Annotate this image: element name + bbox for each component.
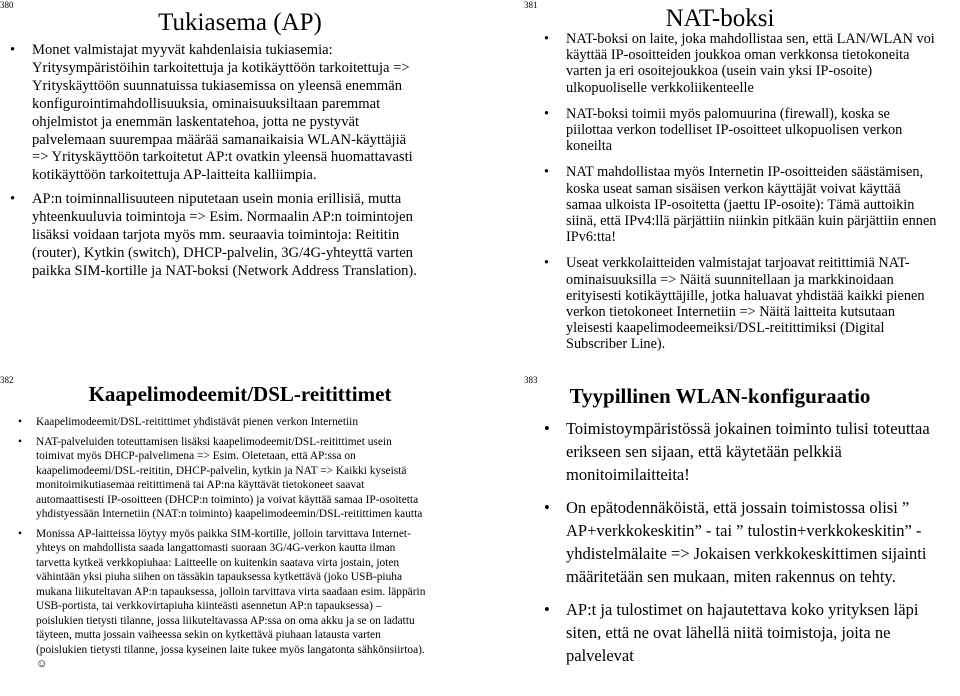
slide-382 xyxy=(0,352,480,696)
bullet-item: • Monet valmistajat myyvät kahdenlaisia tukiasemia: Yritysympäristöihin tarkoitettuja ja kotikäyttöön tarkoitettuja => Yrityskäyttöön suunnatuissa tukiasemissa on yleensä enemmän konfigurointimahdollisuuksia, ominaisuuksiltaan paremmat ohjelmistot ja enemmän laskentatehoa, jotta ne pystyvät palvelemaan suurempaa määrää samanaikaisia WLAN-käyttäjiä => Yrityskäyttöön tarkoitetut AP:t ovatkin yleensä huomattavasti kotikäyttöön tarkoitettuja AP-laitteita kalliimpia. xyxy=(32,42,420,185)
bullet-item: • NAT-palveluiden toteuttamisen lisäksi kaapelimodeemit/DSL-reitittimet usein toimivat myös DHCP-palvelimena => Esim. Oletetaan, että AP:ssa on kaapelimodeemi/DSL-reititin, DHCP-palvelin, kytkin ja NAT => Kaikki kyseistä monitoimikutiasemaa reitittimenä tai AP:na käyttävät tietokoneet saavat automaattisesti IP-osoitteen (DHCP:n toiminto) ja voivat käyttää samaa IP-osoitetta yhdistyessään Internetiin (NAT:n toiminto) kaapelimodeemin/DSL-reitittimen kautta xyxy=(36,435,426,522)
page-number: 381 xyxy=(524,0,538,10)
slide-381 xyxy=(480,0,960,353)
bullet-item: • AP:t ja tulostimet on hajautettava koko yrityksen läpi siten, että ne ovat lähellä niitä toimistoja, joita ne palvelevat xyxy=(566,598,938,667)
bullet-list xyxy=(32,42,420,287)
slide-title: Tukiasema (AP) xyxy=(158,9,322,36)
bullet-item: • NAT-boksi on laite, joka mahdollistaa sen, että LAN/WLAN voi käyttää IP-osoitteiden joukkoa oman verkkonsa tietokoneita varten ja eri osoitejoukkoa (usein vain yksi IP-osoite) ulkopuoliselle verkkoliikenteelle xyxy=(566,31,938,96)
bullet-item: • NAT-boksi toimii myös palomuurina (firewall), koska se piilottaa verkon todelliset IP-osoitteet ulkopuolisen verkon koneilta xyxy=(566,106,938,155)
page-number: 380 xyxy=(0,0,14,10)
slide-383 xyxy=(480,352,960,696)
slide-380 xyxy=(0,0,480,350)
slide-title: NAT-boksi xyxy=(665,5,775,32)
bullet-list xyxy=(566,31,938,363)
bullet-item: • Kaapelimodeemit/DSL-reitittimet yhdistävät pienen verkon Internetiin xyxy=(36,415,426,430)
bullet-item: • Toimistoympäristössä jokainen toiminto tulisi toteuttaa erikseen sen sijaan, että käytetään pelkkiä monitoimilaitteita! xyxy=(566,417,938,486)
bullet-item: • NAT mahdollistaa myös Internetin IP-osoitteiden säästämisen, koska useat saman sisäisen verkon käyttäjät voivat käyttää samaa ulkoista IP-osoitetta (jaettu IP-osoite): Tämä auttoikin siinä, että IPv4:llä pärjättiin niinkin pitkään kuin pärjättiin ennen IPv6:tta! xyxy=(566,164,938,245)
slide-title: Kaapelimodeemit/DSL-reitittimet xyxy=(88,382,392,406)
bullet-item: • On epätodennäköistä, että jossain toimistossa olisi ” AP+verkkokeskitin” - tai ” tulostin+verkkokeskitin” -yhdistelmälaite => Jokaisen verkkokeskittimen sijainti määritetään sen mukaan, miten rakennus on tehty. xyxy=(566,496,938,588)
bullet-item: • AP:n toiminnallisuuteen niputetaan usein monia erillisiä, mutta yhteenkuuluvia toimintoja => Esim. Normaalin AP:n toimintojen lisäksi voidaan tarjota myös mm. seuraavia toimintoja: Reititin (router), Kytkin (switch), DHCP-palvelin, 3G/4G-yhteyttä varten paikka SIM-kortille ja NAT-boksi (Network Address Translation). xyxy=(32,191,420,281)
bullet-item: • Useat verkkolaitteiden valmistajat tarjoavat reitittimiä NAT-ominaisuuksilla => Näitä suunnitellaan ja markkinoidaan erityisesti kotikäyttäjille, jotka haluavat yhdistää kaikki pienen verkon tietokoneet Internetiin => Näitä laitteita kutsutaan yleisesti kaapelimodeemeiksi/DSL-reitittimiksi (Digital Subscriber Line). xyxy=(566,255,938,352)
page-number: 382 xyxy=(0,375,14,385)
slide-title: Tyypillinen WLAN-konfiguraatio xyxy=(569,384,871,408)
bullet-list xyxy=(36,415,426,677)
bullet-item: • Monissa AP-laitteissa löytyy myös paikka SIM-kortille, jolloin tarvittava Internet-yhteys on mahdollista saada langattomasti suoraan 3G/4G-verkon kautta ilman tarvetta kytkeä verkkopiuhaa: Laitteelle on kuitenkin saatava virta jostain, joten vähintään yksi piuha siihen on tässäkin tapauksessa kytkettävä (joko USB-piuha mukana liikuteltavan AP:n tapauksessa, jolloin tarvittava virta saadaan esim. läppärin USB-portista, tai verkkovirtapiuha kiinteästi asennetun AP:n tapauksessa) – poislukien tietysti tilanne, jossa liikuteltavassa AP:ssa on oma akku ja se on ladattu täyteen, mutta jossain vaiheessa sekin on kytkettävä piuhaan latausta varten (poislukien tietysti tilanne, jossa kyseinen laite tukee myös langatonta sähkönsiirtoa). ☺ xyxy=(36,527,426,672)
bullet-list xyxy=(566,417,938,677)
page-number: 383 xyxy=(524,375,538,385)
